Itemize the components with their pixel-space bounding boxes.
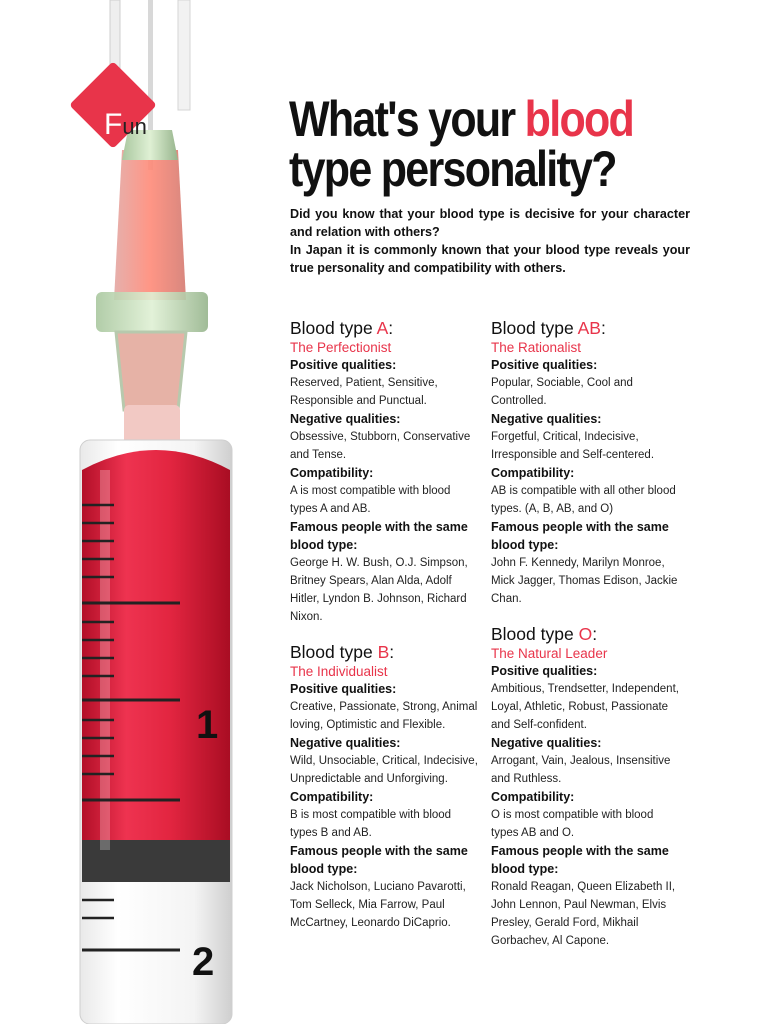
type-a-nickname: The Perfectionist (290, 340, 392, 355)
type-ab-compat-label: Compatibility: (491, 466, 575, 480)
type-ab-suffix: : (600, 318, 606, 338)
type-ab-famous-label: Famous people with the same blood type: (491, 520, 669, 552)
needle-hub (114, 150, 186, 300)
type-a-famous: George H. W. Bush, O.J. Simpson, Britney Spears, Alan Alda, Adolf Hitler, Lyndon B. Johnson, Richard Nixon. (290, 557, 468, 623)
type-b-nickname: The Individualist (290, 664, 388, 679)
type-o-suffix: : (592, 624, 598, 644)
type-a-famous-label: Famous people with the same blood type: (290, 520, 468, 552)
scale-mark-2: 2 (192, 940, 215, 984)
intro-paragraph-1: Did you know that your blood type is decisive for your character and relation with others? (290, 207, 690, 239)
type-o-negative: Arrogant, Vain, Jealous, Insensitive and Ruthless. (491, 755, 671, 785)
type-b-suffix: : (389, 642, 395, 662)
type-b-positive: Creative, Passionate, Strong, Animal loving, Optimistic and Flexible. (290, 701, 478, 731)
type-a-prefix: Blood type (290, 318, 377, 338)
type-b-negative: Wild, Unsociable, Critical, Indecisive, Unpredictable and Unforgiving. (290, 755, 478, 785)
title-part2: type personality? (289, 141, 616, 197)
type-b-compat: B is most compatible with blood types B and AB. (290, 809, 452, 839)
type-o-compat: O is most compatible with blood types AB and O. (491, 809, 654, 839)
type-o-heading (491, 622, 681, 646)
page-title (289, 91, 685, 197)
section-type-ab (491, 316, 681, 608)
syringe-illustration (0, 0, 250, 1024)
hub-flange (96, 292, 208, 332)
type-b-famous-label: Famous people with the same blood type: (290, 844, 468, 876)
type-ab-positive: Popular, Sociable, Cool and Controlled. (491, 377, 633, 407)
type-a-negative-label: Negative qualities: (290, 412, 401, 426)
type-o-famous: Ronald Reagan, Queen Elizabeth II, John Lennon, Paul Newman, Elvis Presley, Gerald Ford, Mikhail Gorbachev, Al Capone. (491, 881, 676, 947)
type-a-heading (290, 316, 480, 340)
type-a-compat: A is most compatible with blood types A and AB. (290, 485, 451, 515)
type-ab-famous: John F. Kennedy, Marilyn Monroe, Mick Jagger, Thomas Edison, Jackie Chan. (491, 557, 678, 605)
right-column (491, 316, 681, 964)
type-o-letter: O (578, 624, 593, 644)
type-ab-negative-label: Negative qualities: (491, 412, 602, 426)
type-o-compat-label: Compatibility: (491, 790, 575, 804)
fun-badge-label (104, 110, 147, 140)
title-accent: blood (524, 91, 634, 147)
nozzle (124, 405, 180, 445)
type-o-prefix: Blood type (491, 624, 579, 644)
title-part1: What's your (289, 91, 525, 147)
type-ab-compat: AB is compatible with all other blood types. (A, B, AB, and O) (491, 485, 676, 515)
fun-badge-first: F (104, 108, 123, 141)
section-type-o (491, 622, 681, 950)
type-o-negative-label: Negative qualities: (491, 736, 602, 750)
type-o-positive: Ambitious, Trendsetter, Independent, Loyal, Athletic, Robust, Passionate and Self-confident. (491, 683, 679, 731)
intro (290, 205, 690, 277)
type-ab-heading (491, 316, 681, 340)
type-a-suffix: : (388, 318, 394, 338)
type-b-famous: Jack Nicholson, Luciano Pavarotti, Tom Selleck, Mia Farrow, Paul McCartney, Leonardo DiCaprio. (290, 881, 466, 929)
intro-paragraph-2: In Japan it is commonly known that your blood type reveals your true personality and compatibility with others. (290, 243, 690, 275)
hub-neck (116, 332, 186, 410)
type-b-prefix: Blood type (290, 642, 378, 662)
type-ab-nickname: The Rationalist (491, 340, 582, 355)
type-ab-negative: Forgetful, Critical, Indecisive, Irresponsible and Self-centered. (491, 431, 655, 461)
fun-badge-rest: un (122, 114, 147, 139)
type-a-letter: A (376, 318, 389, 338)
type-b-negative-label: Negative qualities: (290, 736, 401, 750)
section-type-b (290, 640, 480, 932)
left-column (290, 316, 480, 946)
barrel-highlight (100, 470, 110, 850)
type-o-famous-label: Famous people with the same blood type: (491, 844, 669, 876)
needle-cap-right (178, 0, 190, 110)
type-a-positive: Reserved, Patient, Sensitive, Responsible and Punctual. (290, 377, 438, 407)
type-b-positive-label: Positive qualities: (290, 682, 397, 696)
type-ab-prefix: Blood type (491, 318, 578, 338)
type-o-positive-label: Positive qualities: (491, 664, 598, 678)
type-ab-positive-label: Positive qualities: (491, 358, 598, 372)
type-ab-letter: AB (577, 318, 601, 338)
type-o-nickname: The Natural Leader (491, 646, 608, 661)
type-a-negative: Obsessive, Stubborn, Conservative and Tense. (290, 431, 471, 461)
type-b-letter: B (377, 642, 390, 662)
type-a-positive-label: Positive qualities: (290, 358, 397, 372)
type-b-compat-label: Compatibility: (290, 790, 374, 804)
type-b-heading (290, 640, 480, 664)
type-a-compat-label: Compatibility: (290, 466, 374, 480)
section-type-a (290, 316, 480, 626)
scale-mark-1: 1 (196, 703, 219, 747)
